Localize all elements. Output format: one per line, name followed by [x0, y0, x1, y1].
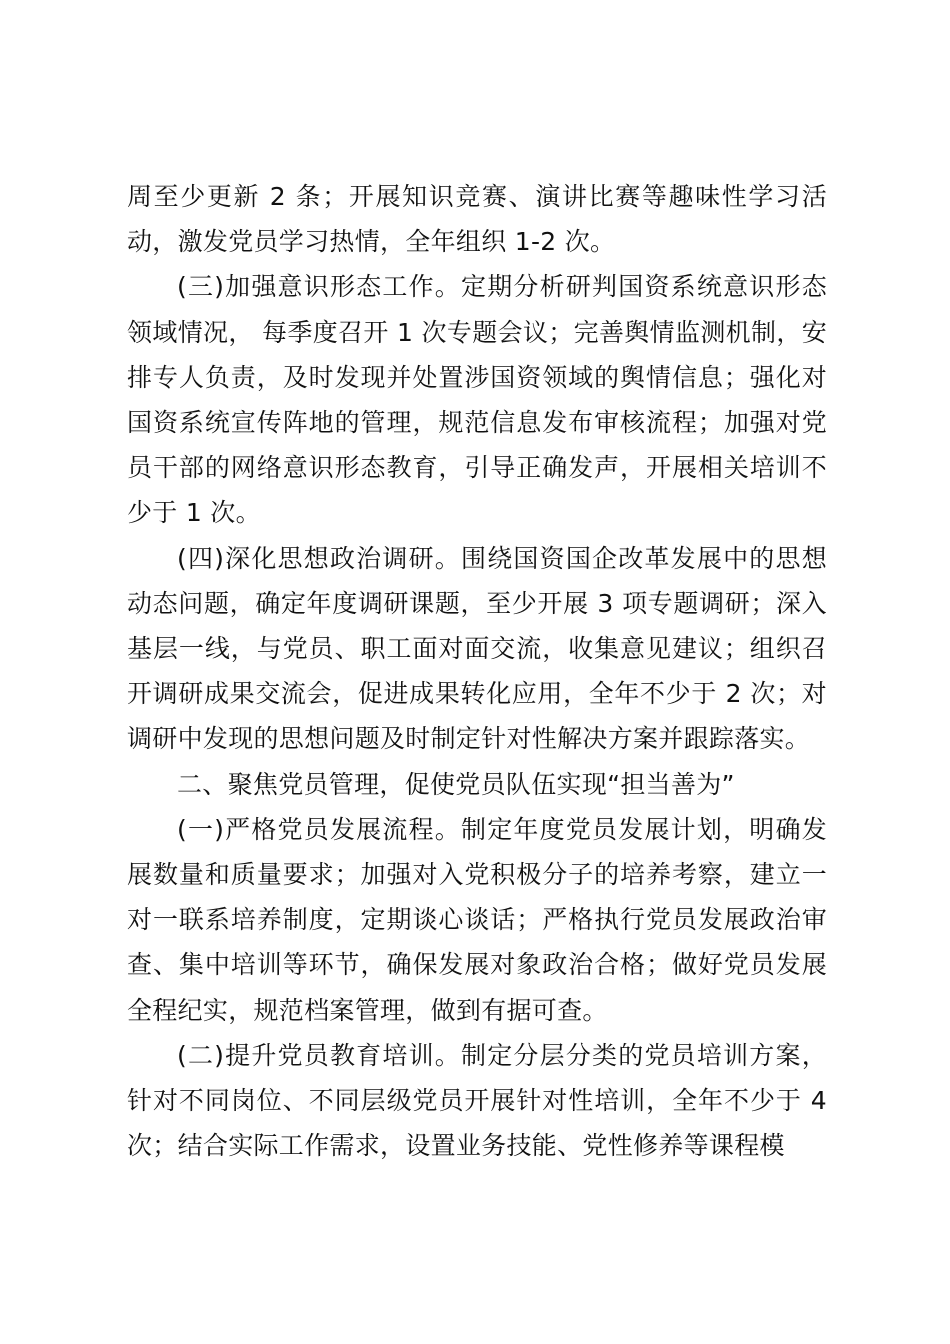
paragraph-continuation: 周至少更新 2 条；开展知识竞赛、演讲比赛等趣味性学习活动，激发党员学习热情，全年组织 1-2 次。	[127, 182, 827, 257]
document-body	[127, 174, 827, 1168]
paragraph-member-training: (二)提升党员教育培训。制定分层分类的党员培训方案，针对不同岗位、不同层级党员开展针对性培训，全年不少于 4 次；结合实际工作需求，设置业务技能、党性修养等课程模	[127, 1040, 827, 1161]
paragraph-political-research: (四)深化思想政治调研。围绕国资国企改革发展中的思想动态问题，确定年度调研课题，至少开展 3 项专题调研；深入基层一线，与党员、职工面对面交流，收集意见建议；组织召开调研成果交流会，促进成果转化应用，全年不少于 2 次；对调研中发现的思想问题及时制定针对性解决方案并跟踪落实。	[127, 543, 827, 754]
paragraph-ideology-work: (三)加强意识形态工作。定期分析研判国资系统意识形态领域情况， 每季度召开 1 次专题会议；完善舆情监测机制，安排专人负责，及时发现并处置涉国资领域的舆情信息；强化对国资系统宣传阵地的管理，规范信息发布审核流程；加强对党员干部的网络意识形态教育，引导正确发声，开展相关培训不少于 1 次。	[127, 272, 827, 528]
section-heading-party-member-management: 二、聚焦党员管理，促使党员队伍实现“担当善为”	[177, 769, 735, 799]
paragraph-member-development: (一)严格党员发展流程。制定年度党员发展计划，明确发展数量和质量要求；加强对入党积极分子的培养考察，建立一对一联系培养制度，定期谈心谈话；严格执行党员发展政治审查、集中培训等环节，确保发展对象政治合格；做好党员发展全程纪实，规范档案管理，做到有据可查。	[127, 814, 827, 1025]
